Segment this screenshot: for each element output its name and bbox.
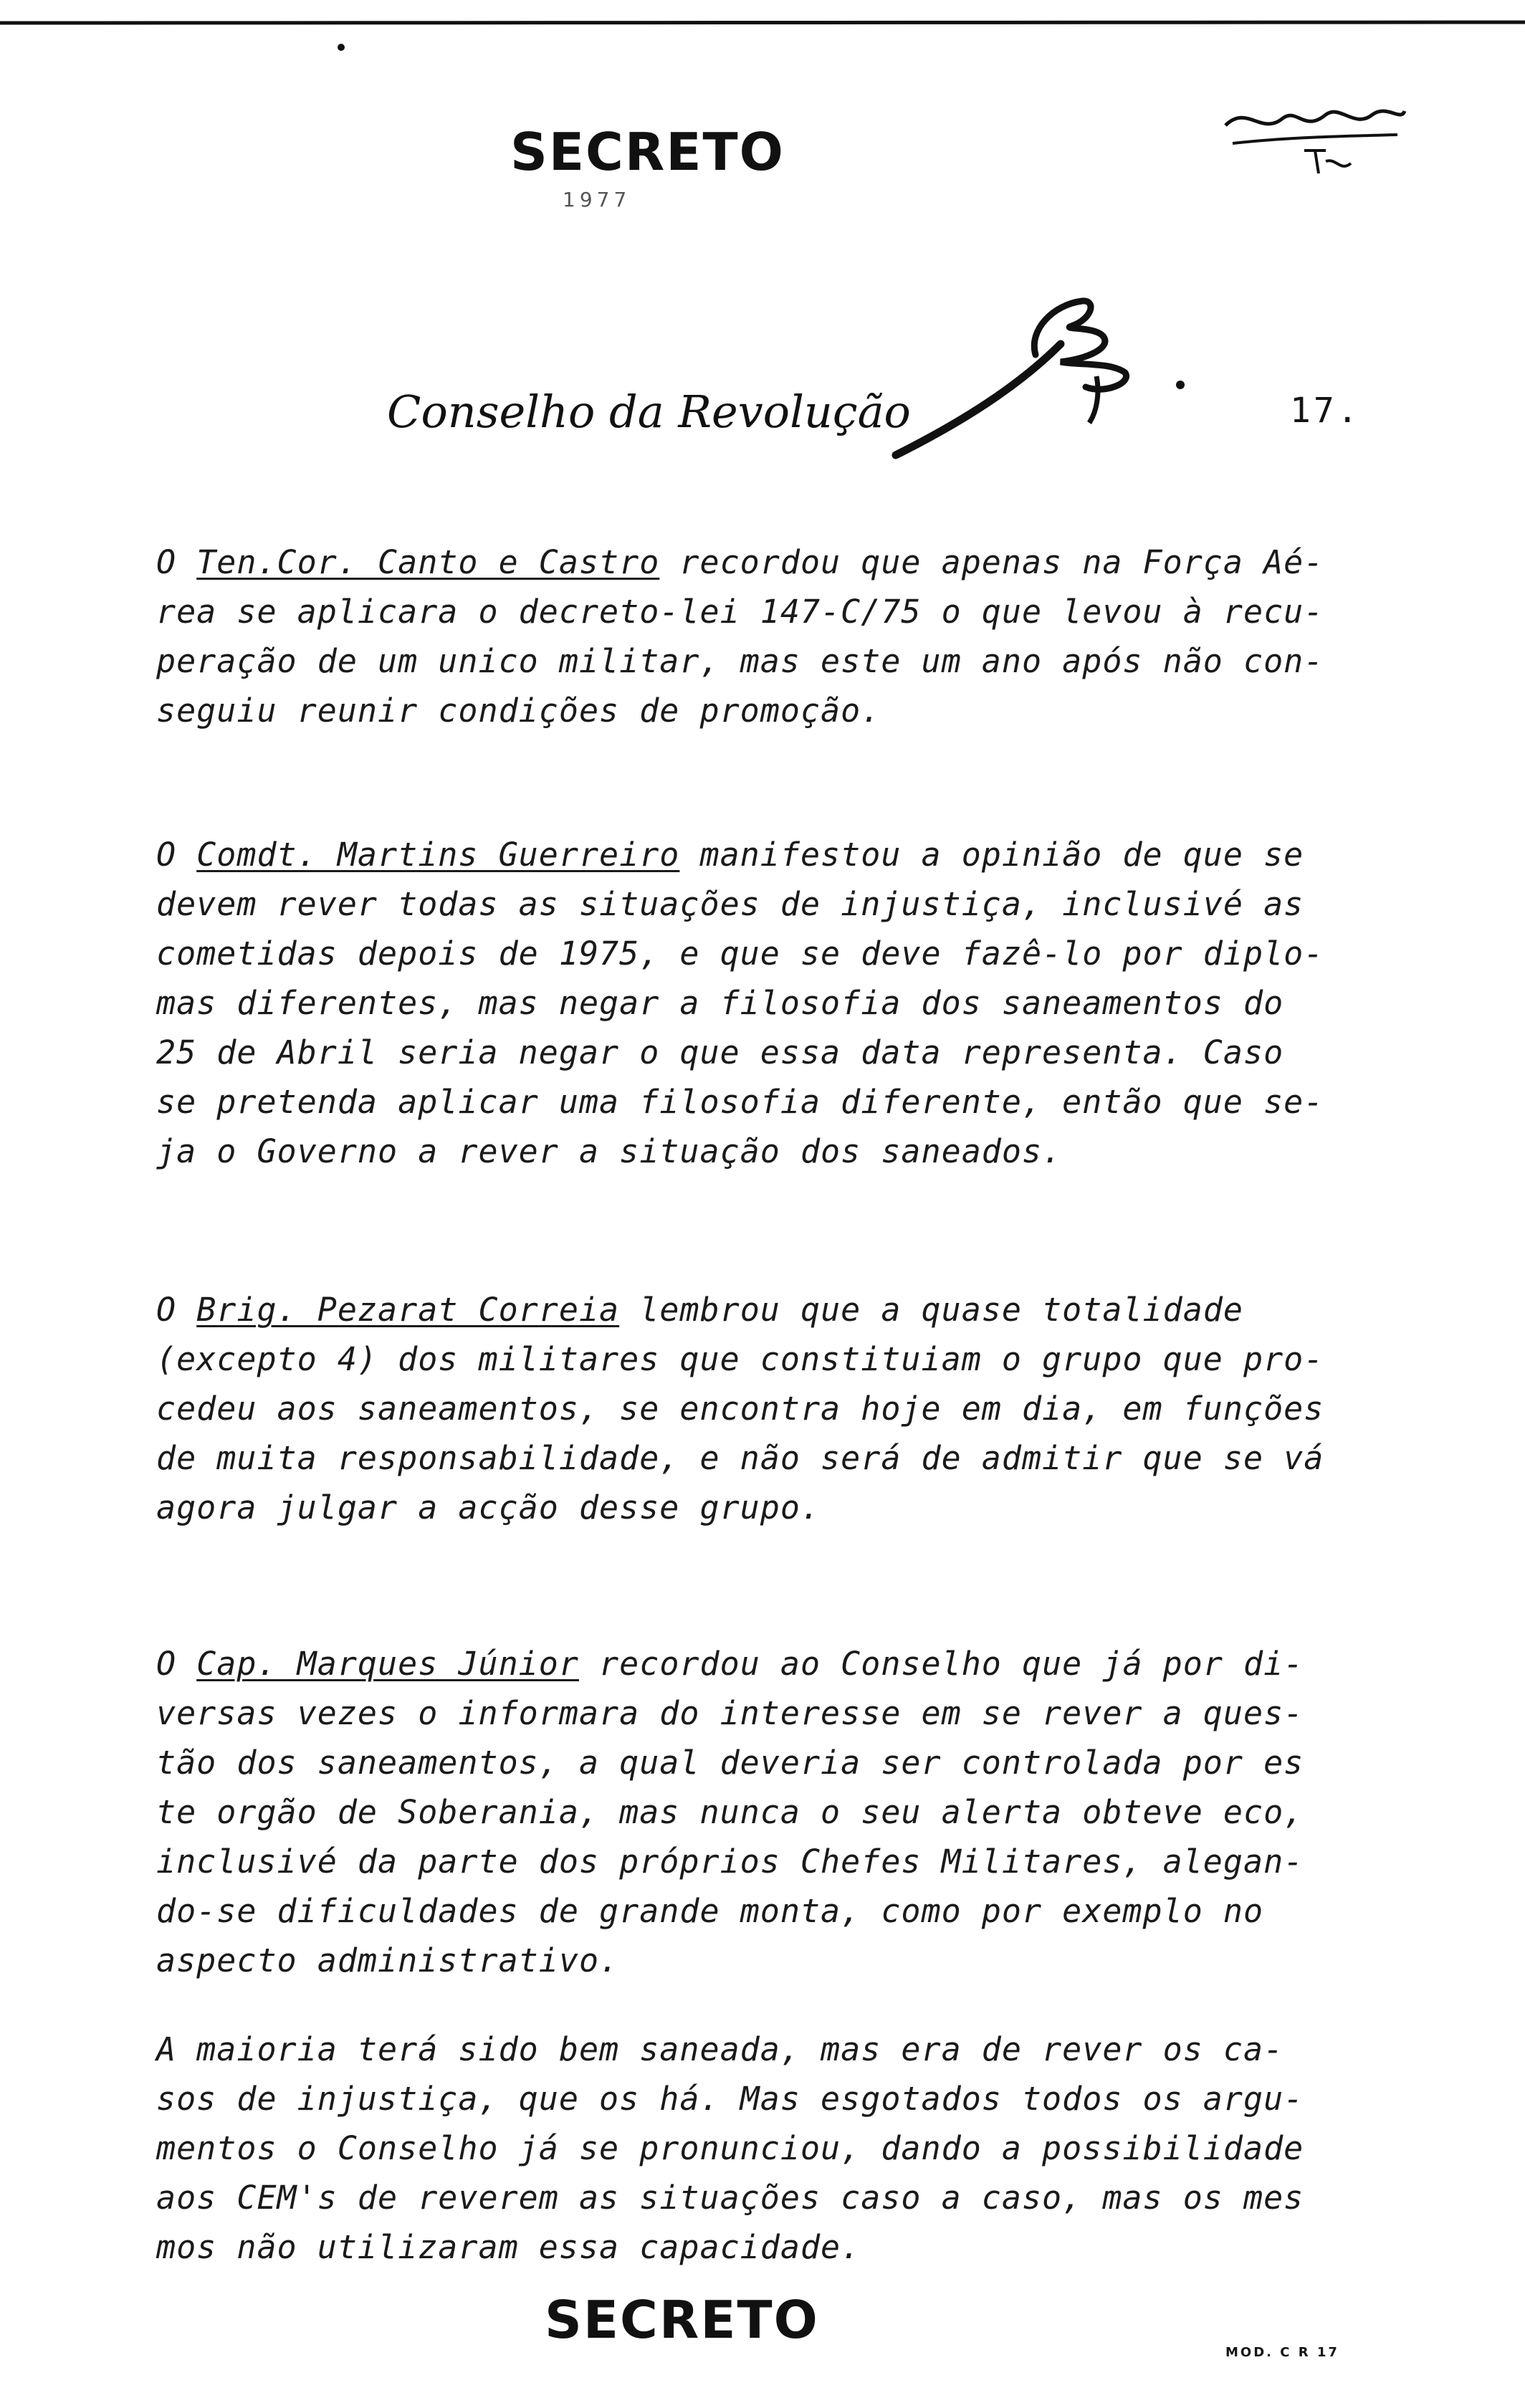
handwritten-initials (1218, 93, 1412, 186)
paragraph-line: se pretenda aplicar uma filosofia diferente, então que se- (156, 1083, 1324, 1121)
paragraph-line: cometidas depois de 1975, e que se deve fazê-lo por diplo- (156, 935, 1324, 973)
line-text: recordou ao Conselho que já por di- (599, 1645, 1304, 1683)
paragraph-line: A maioria terá sido bem saneada, mas era de rever os ca- (156, 2030, 1284, 2068)
paragraph-line: cedeu aos saneamentos, se encontra hoje em dia, em funções (156, 1390, 1324, 1428)
paragraph-line: mentos o Conselho já se pronunciou, dando a possibilidade (156, 2129, 1304, 2167)
paragraph-line: aspecto administrativo. (156, 1941, 620, 1979)
paragraph-line: versas vezes o informara do interesse em se rever a ques- (156, 1694, 1304, 1732)
paragraph-line: inclusivé da parte dos próprios Chefes Militares, alegan- (156, 1843, 1304, 1881)
speaker-name: Cap. Marques Júnior (196, 1645, 579, 1683)
paragraph-line: mas diferentes, mas negar a filosofia dos saneamentos do (156, 984, 1284, 1022)
paragraph-line: seguiu reunir condições de promoção. (156, 692, 881, 730)
signature (881, 287, 1168, 473)
speaker-name: Comdt. Martins Guerreiro (196, 836, 680, 874)
stamp-number: 1977 (563, 188, 631, 211)
line-text: manifestou a opinião de que se (699, 836, 1304, 874)
top-border-line (0, 20, 1525, 26)
paragraph-line: mos não utilizaram essa capacidade. (156, 2228, 861, 2266)
classification-stamp-top: SECRETO (510, 122, 785, 182)
ink-dot (1175, 380, 1185, 390)
paragraph-line: O Cap. Marques Júnior recordou ao Conselho que já por di- (156, 1645, 1304, 1683)
paragraph-line: 25 de Abril seria negar o que essa data representa. Caso (156, 1033, 1284, 1071)
line-text: recordou que apenas na Força Aé- (679, 543, 1324, 581)
paragraph-line: tão dos saneamentos, a qual deveria ser controlada por es (156, 1744, 1304, 1782)
paragraph-line: O Comdt. Martins Guerreiro manifestou a opinião de que se (156, 836, 1304, 874)
scan-dot (337, 43, 345, 52)
paragraph-line: rea se aplicara o decreto-lei 147-C/75 o que levou à recu- (156, 593, 1324, 631)
paragraph-marques-junior (156, 1639, 1317, 1985)
letterhead-title: Conselho da Revolução (387, 386, 911, 438)
paragraph-line: de muita responsabilidade, e não será de admitir que se vá (156, 1439, 1324, 1477)
speaker-name: Ten.Cor. Canto e Castro (196, 543, 660, 581)
paragraph-line: O Brig. Pezarat Correia lembrou que a quase totalidade (156, 1291, 1244, 1329)
paragraph-pezarat-correia (156, 1285, 1324, 1532)
form-code: MOD. C R 17 (1225, 2345, 1339, 2360)
page-number: 17. (1290, 391, 1361, 431)
paragraph-line: O Ten.Cor. Canto e Castro recordou que apenas na Força Aé- (156, 543, 1324, 581)
speaker-name: Brig. Pezarat Correia (196, 1291, 620, 1329)
paragraph-line: aos CEM's de reverem as situações caso a caso, mas os mes (156, 2179, 1304, 2217)
line-text: lembrou que a quase totalidade (639, 1291, 1244, 1329)
paragraph-line: (excepto 4) dos militares que constituiam o grupo que pro- (156, 1340, 1324, 1378)
paragraph-line: agora julgar a acção desse grupo. (156, 1489, 821, 1526)
paragraph-line: ja o Governo a rever a situação dos saneados. (156, 1132, 1063, 1170)
paragraph-line: te orgão de Soberania, mas nunca o seu alerta obteve eco, (156, 1793, 1304, 1831)
paragraph-line: devem rever todas as situações de injustiça, inclusivé as (156, 885, 1304, 923)
classification-stamp-bottom: SECRETO (545, 2290, 819, 2350)
paragraph-line: do-se dificuldades de grande monta, como por exemplo no (156, 1892, 1264, 1930)
paragraph-martins-guerreiro (156, 830, 1324, 1176)
paragraph-line: sos de injustiça, que os há. Mas esgotados todos os argu- (156, 2080, 1304, 2118)
paragraph-line: peração de um unico militar, mas este um ano após não con- (156, 642, 1324, 680)
paragraph-canto-e-castro (156, 538, 1324, 735)
paragraph-conclusion (156, 2025, 1317, 2272)
